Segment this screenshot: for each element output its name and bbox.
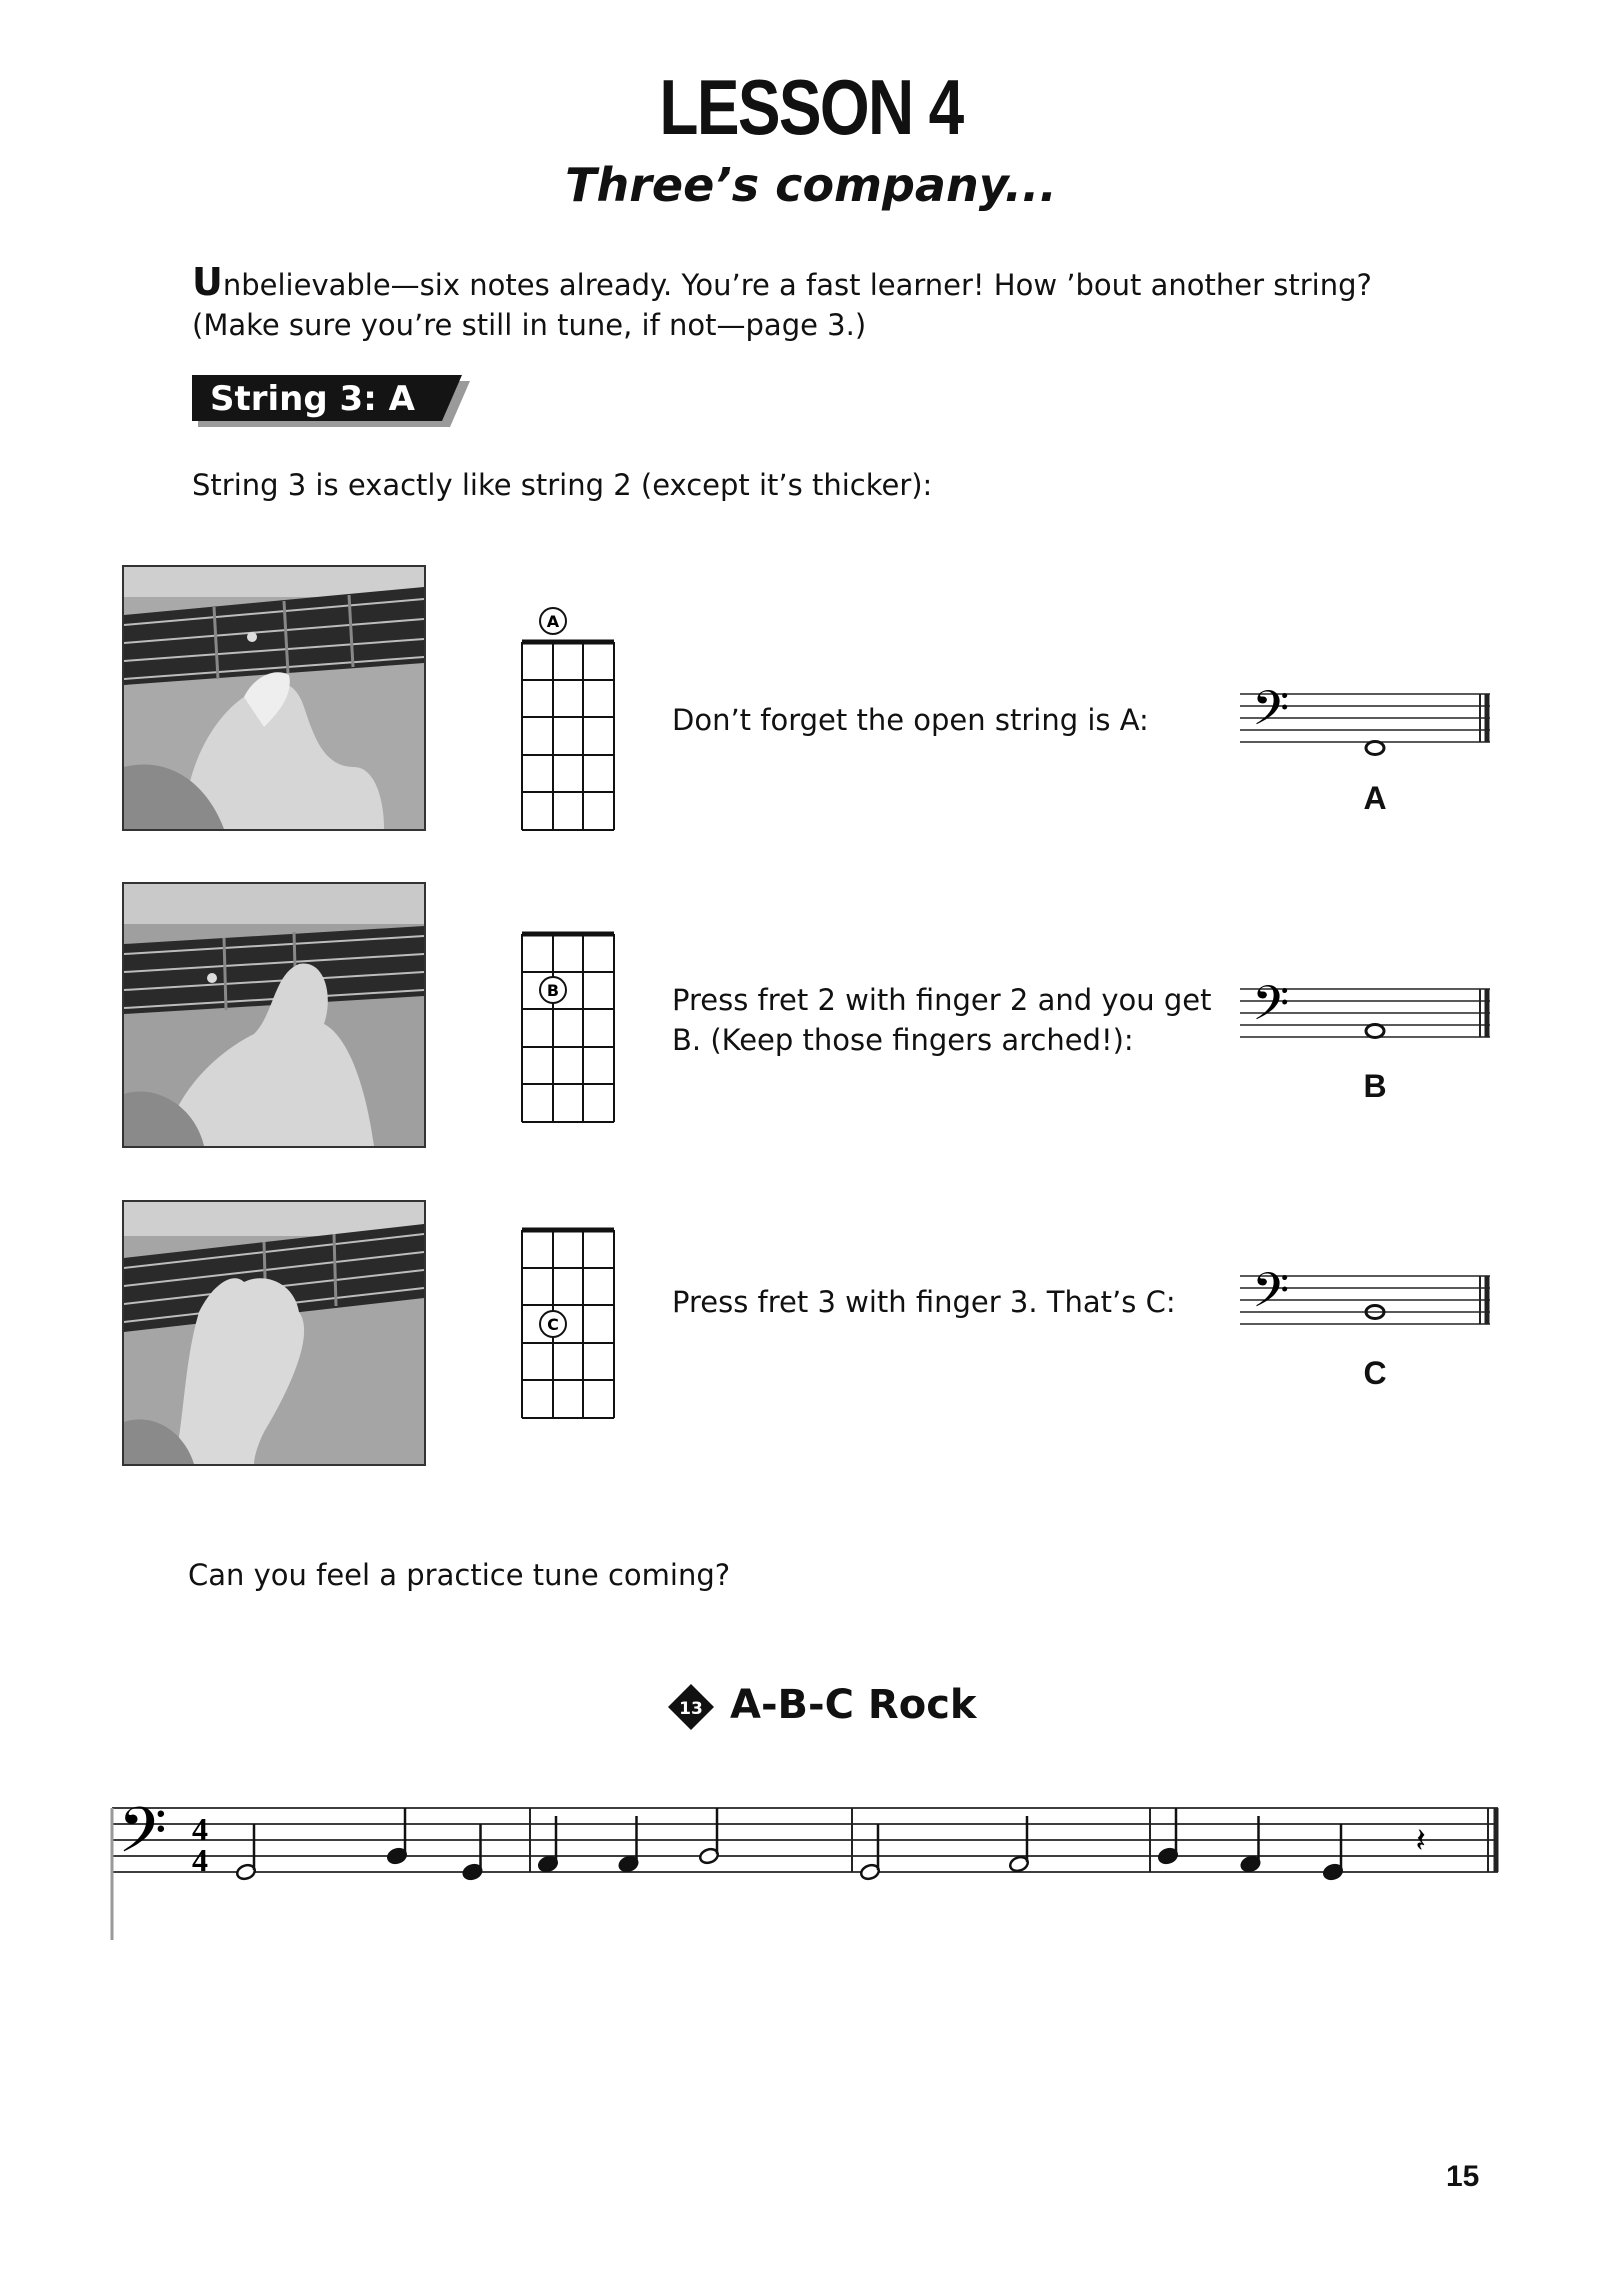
note-name-c: C [1363,1355,1387,1391]
notes-layer [235,1808,1426,1881]
row-text-c: Press fret 3 with finger 3. That’s C: [672,1285,1176,1319]
track-badge-icon [668,1684,714,1730]
note-a-quarter [462,1824,483,1881]
string-header-label: String 3: A [210,379,415,419]
fret-diagram-a [520,604,616,838]
row-text-a: Don’t forget the open string is A: [672,703,1149,737]
bass-clef-icon: 𝄢 [1252,975,1290,1043]
practice-text: Can you feel a practice tune coming? [188,1558,731,1592]
quarter-rest: 𝄽 [1415,1821,1426,1861]
fret-diagram-c [520,1226,616,1426]
intro-dropcap: U [192,260,223,304]
bass-clef-icon: 𝄢 [1252,1262,1290,1330]
track-number: 13 [679,1699,703,1719]
lesson-title: LESSON 4 [659,63,963,151]
note-a-half [235,1824,256,1881]
fret-marker-c: C [547,1315,559,1334]
staff-note-a [1240,680,1490,780]
string-description: String 3 is exactly like string 2 (except it’s thicker): [192,468,933,502]
bass-hand-photo-a [122,565,426,831]
staff-note-c [1240,1262,1490,1362]
row-text-b: Press fret 2 with finger 2 and you get B. (Keep those fingers arched!): [672,983,1212,1057]
intro-text: nbelievable—six notes already. You’re a fast learner! How ’bout another string? (Make sure you’re still in tune, if not—page 3.) [192,268,1372,342]
fret-diagram-b [520,930,616,1130]
bass-clef-icon: 𝄢 [1252,680,1290,748]
bass-hand-photo-c [122,1200,426,1466]
song-title: A-B-C Rock [730,1682,977,1728]
note-c-quarter [1157,1808,1178,1865]
note-a-half [859,1824,880,1881]
bass-clef-icon: 𝄢 [118,1793,167,1882]
page-number: 15 [1446,2160,1480,2193]
note-a-quarter [1322,1824,1343,1881]
lesson-subtitle: Three’s company... [565,158,1057,212]
note-c-quarter [386,1808,407,1865]
staff-note-b [1240,975,1490,1075]
intro-paragraph [192,262,1442,345]
note-name-b: B [1363,1068,1387,1104]
bass-hand-photo-b [122,882,426,1148]
time-signature-bottom: 4 [192,1842,208,1878]
note-c-half [698,1808,719,1865]
fret-marker-a: A [546,612,560,631]
note-name-a: A [1363,780,1387,816]
fret-marker-b: B [546,981,560,1000]
time-signature-top: 4 [192,1811,208,1847]
song-notation [110,1780,1500,1980]
